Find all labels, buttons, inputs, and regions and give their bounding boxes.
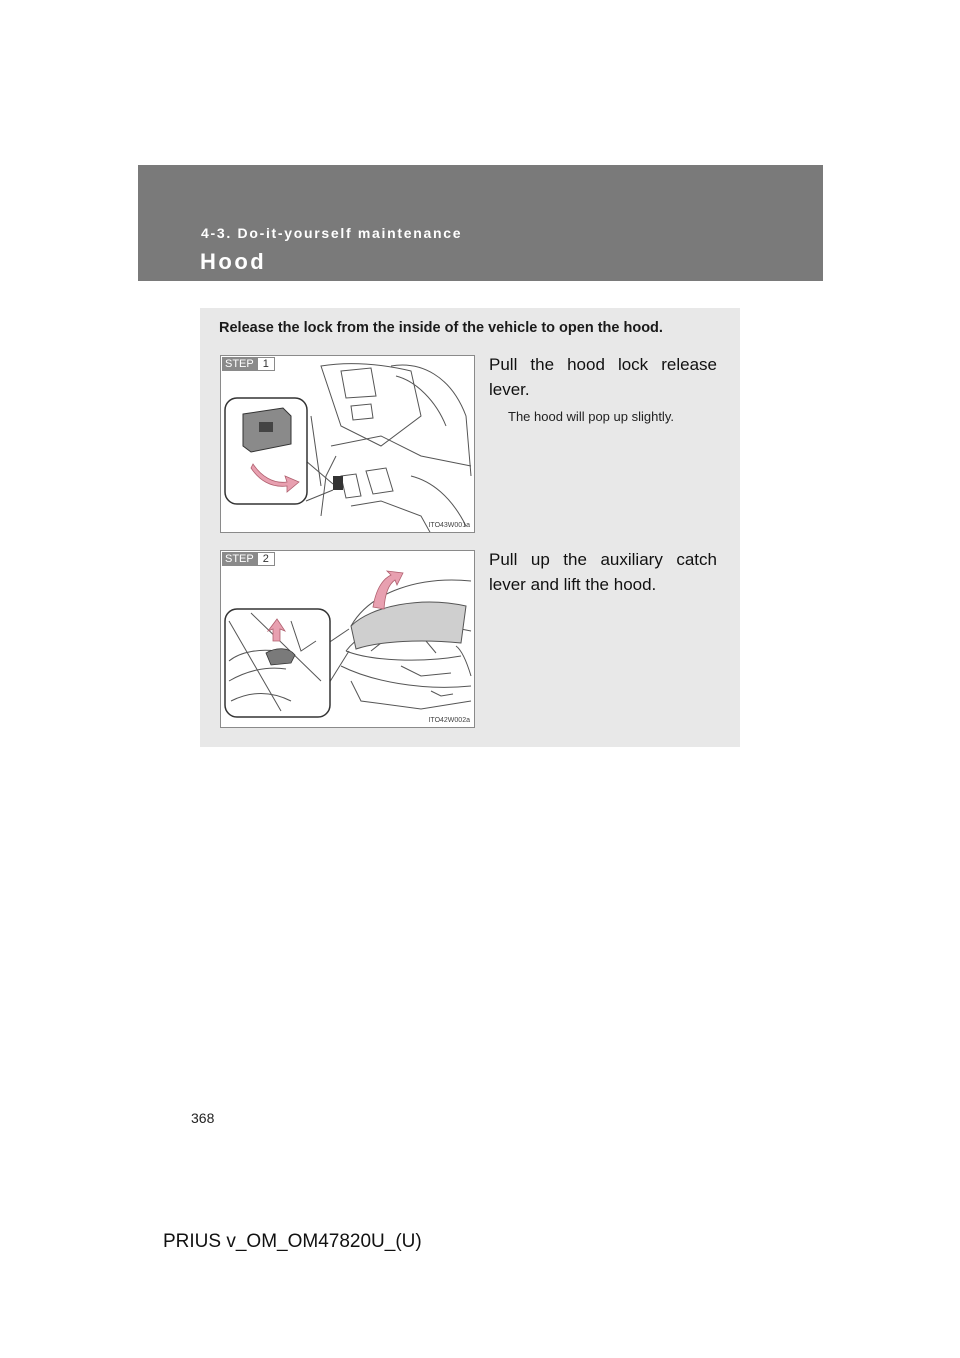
intro-text: Release the lock from the inside of the vehicle to open the hood. xyxy=(219,320,663,336)
page-title: Hood xyxy=(200,249,267,274)
step-1-illustration xyxy=(220,355,475,533)
instruction-panel xyxy=(200,308,740,747)
figure-code: ITO42W002a xyxy=(428,717,470,724)
step-badge xyxy=(222,552,275,566)
step-badge xyxy=(222,357,275,371)
step-2-instruction: Pull up the auxiliary catch lever and lift the hood. xyxy=(489,550,717,594)
document-id: PRIUS v_OM_OM47820U_(U) xyxy=(163,1231,422,1252)
step-label: STEP xyxy=(222,357,257,371)
step-label: STEP xyxy=(222,552,257,566)
section-label: 4-3. Do-it-yourself maintenance xyxy=(201,225,463,241)
page-number: 368 xyxy=(191,1110,215,1126)
step-2-illustration xyxy=(220,550,475,728)
figure-code: ITO43W001a xyxy=(428,522,470,529)
step-number: 2 xyxy=(257,552,275,566)
step-number: 1 xyxy=(257,357,275,371)
hood-release-lever-drawing xyxy=(221,356,475,533)
step-1-instruction: Pull the hood lock release lever. xyxy=(489,355,717,399)
step-1-note: The hood will pop up slightly. xyxy=(508,409,674,424)
auxiliary-catch-drawing xyxy=(221,551,475,728)
page-header xyxy=(138,165,823,281)
